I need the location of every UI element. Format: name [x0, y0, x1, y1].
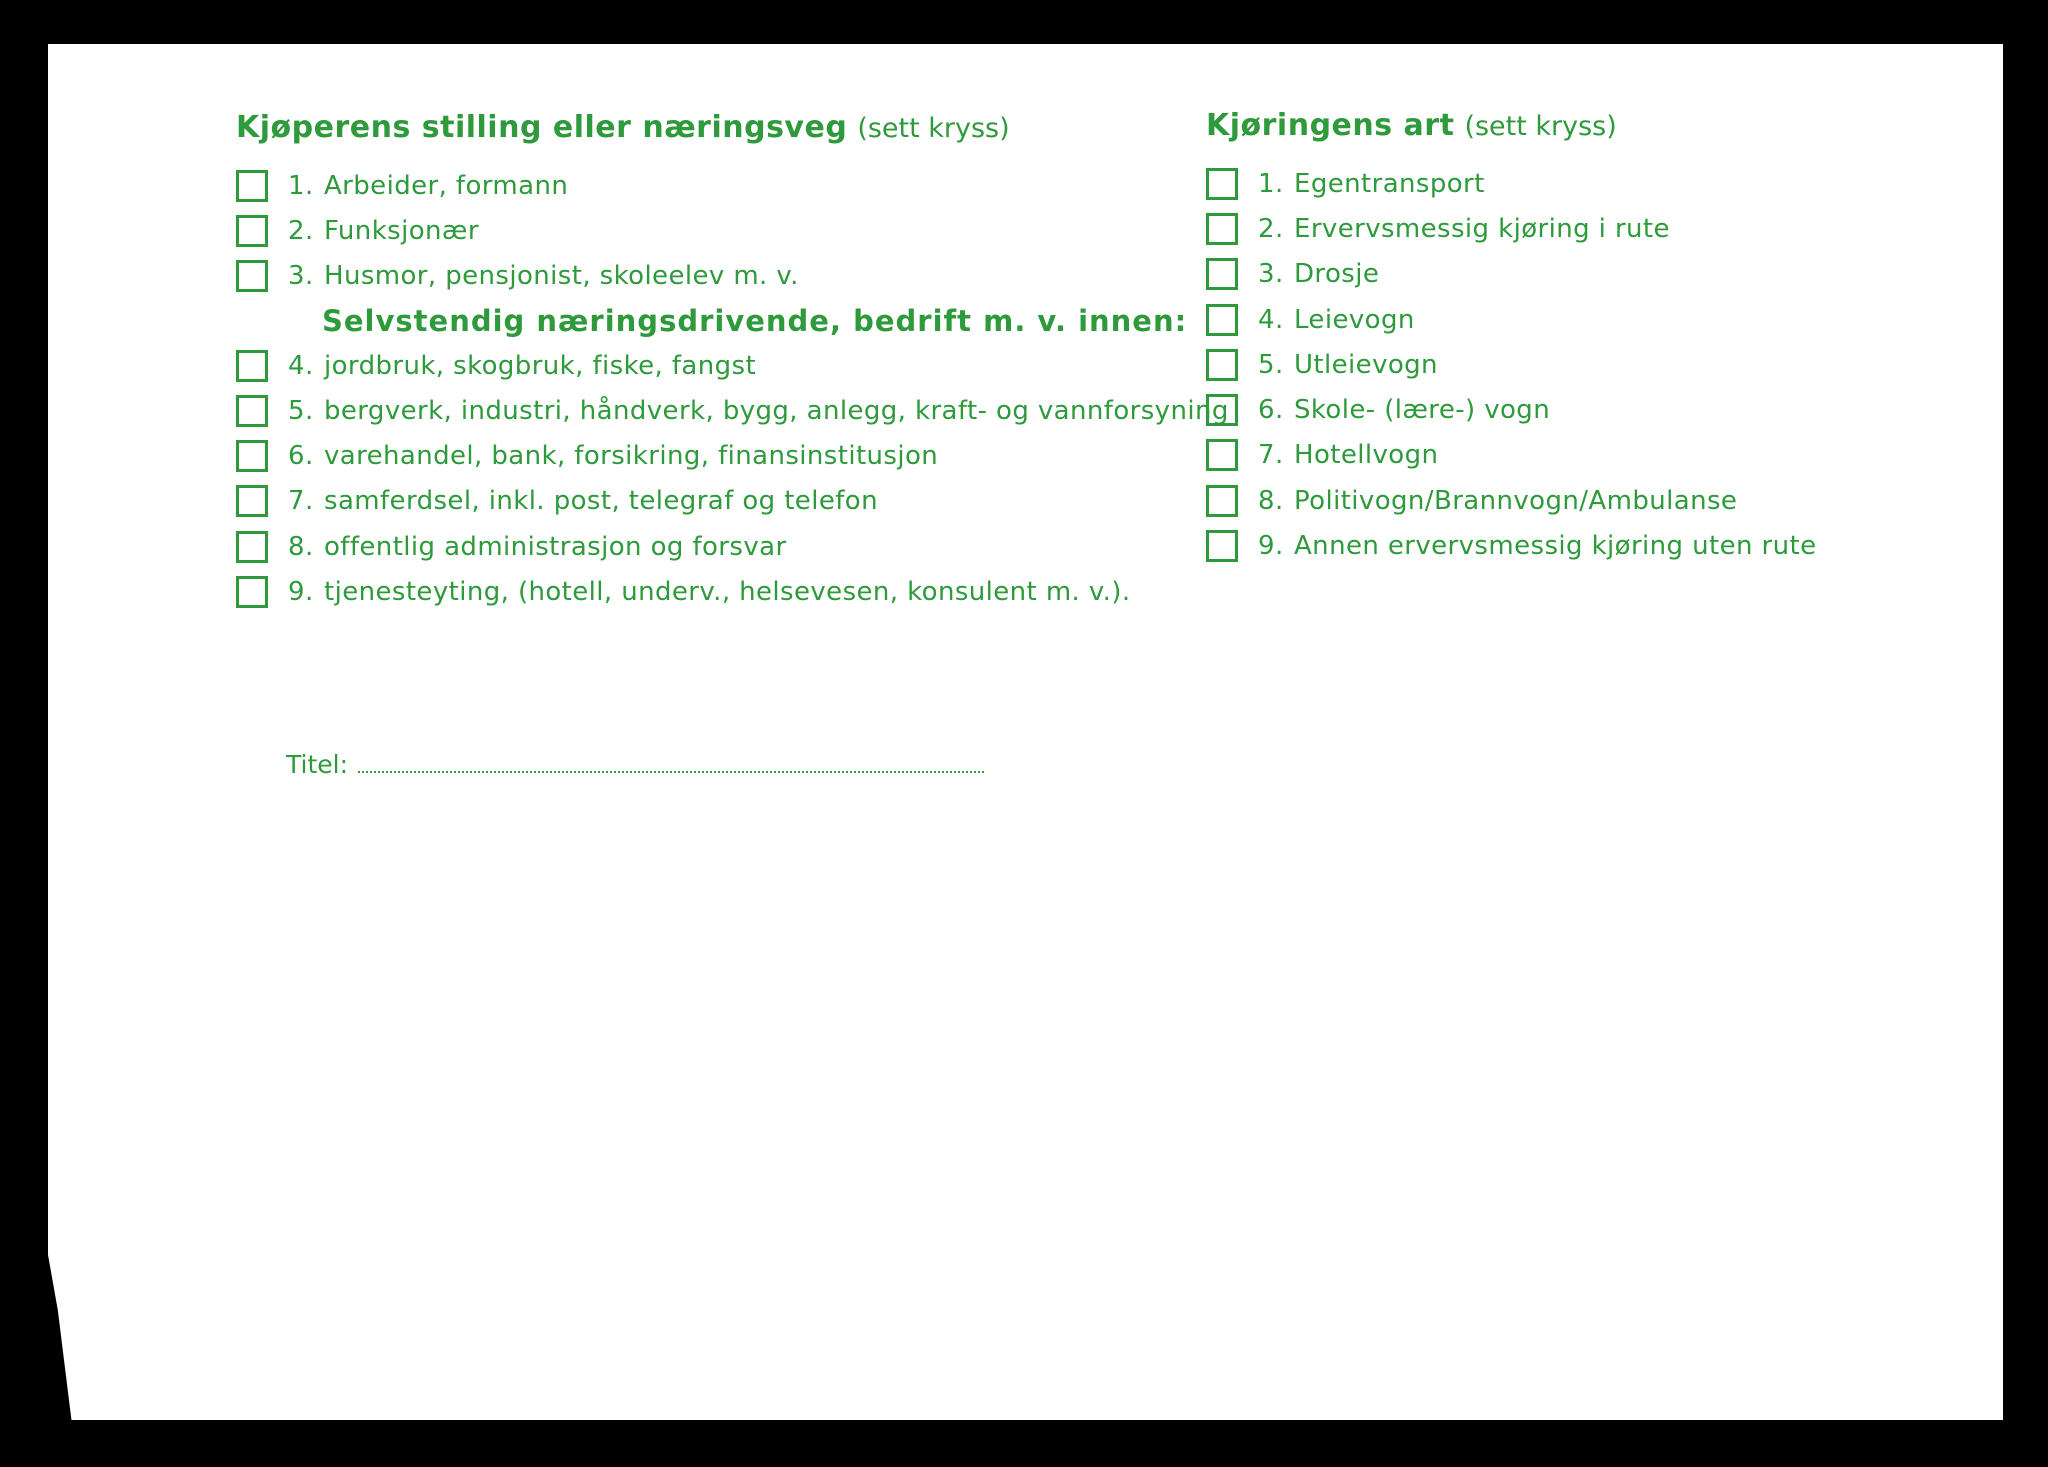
driving-type-list	[1206, 161, 1906, 569]
option-number: 9.	[288, 577, 314, 608]
checkbox-occupation-6[interactable]	[236, 440, 268, 472]
driving-option-1	[1206, 161, 1906, 206]
option-number: 4.	[1258, 304, 1284, 335]
buyer-occupation-title: Kjøperens stilling eller næringsveg	[236, 110, 848, 145]
occupation-option-5	[236, 388, 1236, 433]
title-field-input-line[interactable]	[358, 767, 984, 773]
option-label: varehandel, bank, forsikring, finansinstitusjon	[324, 441, 939, 472]
occupation-option-9	[236, 569, 1236, 614]
option-number: 1.	[1258, 168, 1284, 199]
driving-option-7	[1206, 433, 1906, 478]
checkbox-occupation-5[interactable]	[236, 395, 268, 427]
checkbox-driving-8[interactable]	[1206, 485, 1238, 517]
option-label: samferdsel, inkl. post, telegraf og telefon	[324, 486, 878, 517]
driving-option-2	[1206, 206, 1906, 251]
checkbox-driving-3[interactable]	[1206, 258, 1238, 290]
option-label: bergverk, industri, håndverk, bygg, anlegg, kraft- og vannforsyning	[324, 395, 1229, 426]
occupation-option-2	[236, 208, 1236, 253]
option-number: 6.	[1258, 395, 1284, 426]
option-label: jordbruk, skogbruk, fiske, fangst	[324, 350, 757, 381]
occupation-option-4	[236, 343, 1236, 388]
option-number: 6.	[288, 441, 314, 472]
checkbox-driving-5[interactable]	[1206, 349, 1238, 381]
option-number: 9.	[1258, 531, 1284, 562]
option-number: 2.	[1258, 213, 1284, 244]
buyer-occupation-note: (sett kryss)	[857, 113, 1010, 144]
option-number: 4.	[288, 350, 314, 381]
checkbox-driving-2[interactable]	[1206, 213, 1238, 245]
option-number: 3.	[288, 261, 314, 292]
checkbox-driving-4[interactable]	[1206, 304, 1238, 336]
checkbox-occupation-4[interactable]	[236, 350, 268, 382]
driving-type-note: (sett kryss)	[1464, 111, 1617, 142]
option-label: Ervervsmessig kjøring i rute	[1294, 213, 1670, 244]
option-label: Egentransport	[1294, 168, 1485, 199]
self-employed-subheading: Selvstendig næringsdrivende, bedrift m. v. innen:	[322, 303, 1188, 338]
driving-option-6	[1206, 387, 1906, 432]
option-label: Arbeider, formann	[324, 170, 569, 201]
option-number: 7.	[1258, 440, 1284, 471]
option-label: tjenesteyting, (hotell, underv., helsevesen, konsulent m. v.).	[324, 577, 1131, 608]
driving-type-title: Kjøringens art	[1206, 108, 1455, 143]
option-label: Hotellvogn	[1294, 440, 1439, 471]
option-number: 8.	[288, 531, 314, 562]
option-number: 8.	[1258, 485, 1284, 516]
driving-option-8	[1206, 478, 1906, 523]
option-number: 3.	[1258, 259, 1284, 290]
buyer-occupation-section	[236, 108, 1236, 615]
checkbox-occupation-7[interactable]	[236, 485, 268, 517]
option-label: Annen ervervsmessig kjøring uten rute	[1294, 531, 1817, 562]
driving-type-section	[1206, 106, 1906, 569]
driving-option-4	[1206, 297, 1906, 342]
checkbox-occupation-1[interactable]	[236, 170, 268, 202]
option-label: Politivogn/Brannvogn/Ambulanse	[1294, 485, 1738, 516]
checkbox-occupation-3[interactable]	[236, 260, 268, 292]
occupation-option-3	[236, 254, 1236, 299]
title-field-label: Titel:	[286, 750, 348, 779]
checkbox-occupation-2[interactable]	[236, 215, 268, 247]
checkbox-driving-9[interactable]	[1206, 530, 1238, 562]
driving-option-5	[1206, 342, 1906, 387]
option-label: Husmor, pensjonist, skoleelev m. v.	[324, 261, 799, 292]
option-label: Skole- (lære-) vogn	[1294, 395, 1551, 426]
driving-option-3	[1206, 252, 1906, 297]
option-label: Drosje	[1294, 259, 1380, 290]
option-label: Funksjonær	[324, 215, 479, 246]
option-label: Utleievogn	[1294, 349, 1438, 380]
option-number: 5.	[288, 395, 314, 426]
occupation-option-6	[236, 433, 1236, 478]
occupation-option-8	[236, 524, 1236, 569]
title-field	[286, 750, 984, 779]
option-label: offentlig administrasjon og forsvar	[324, 531, 787, 562]
buyer-occupation-list-b	[236, 343, 1236, 615]
buyer-occupation-heading	[236, 108, 1236, 149]
driving-type-heading	[1206, 106, 1906, 147]
occupation-option-7	[236, 479, 1236, 524]
option-number: 2.	[288, 215, 314, 246]
checkbox-occupation-9[interactable]	[236, 576, 268, 608]
checkbox-driving-7[interactable]	[1206, 439, 1238, 471]
option-label: Leievogn	[1294, 304, 1415, 335]
occupation-option-1	[236, 163, 1236, 208]
driving-option-9	[1206, 523, 1906, 568]
option-number: 5.	[1258, 349, 1284, 380]
checkbox-driving-1[interactable]	[1206, 168, 1238, 200]
checkbox-occupation-8[interactable]	[236, 531, 268, 563]
checkbox-driving-6[interactable]	[1206, 394, 1238, 426]
buyer-occupation-list-a	[236, 163, 1236, 299]
option-number: 1.	[288, 170, 314, 201]
option-number: 7.	[288, 486, 314, 517]
